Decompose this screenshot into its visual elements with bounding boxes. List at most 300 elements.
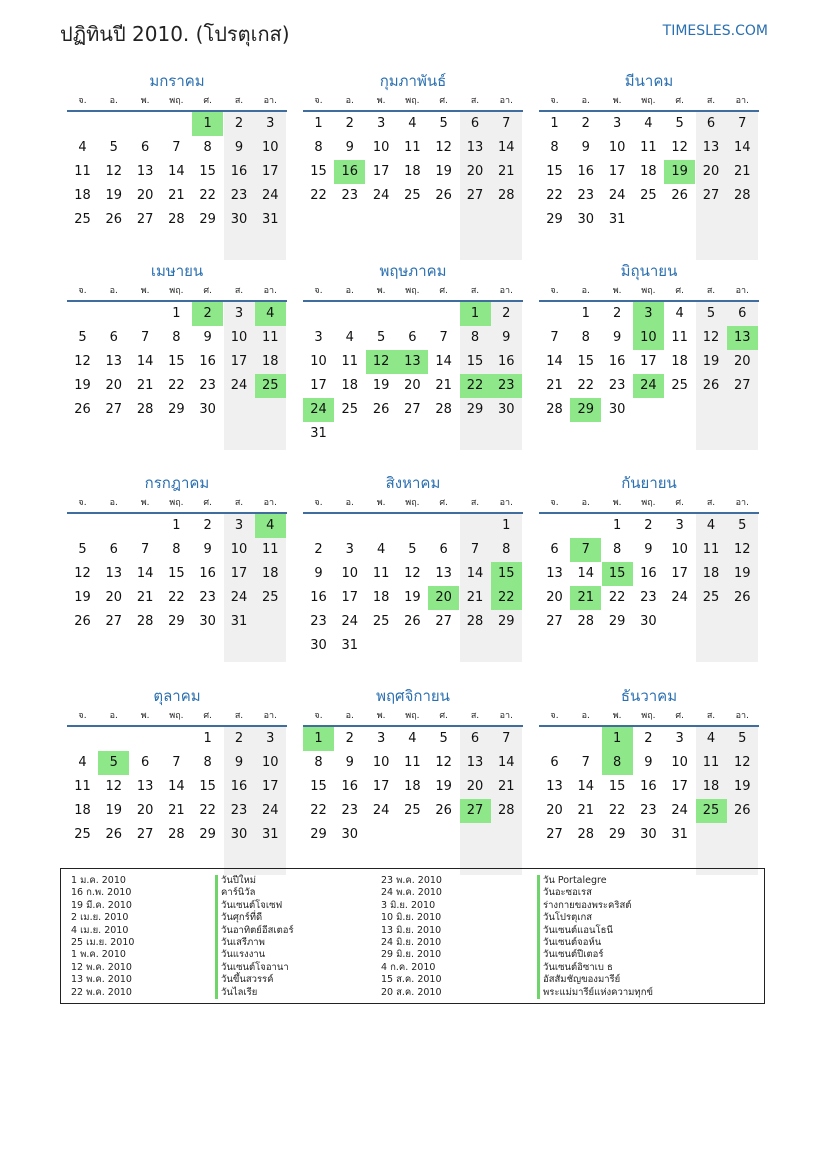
weekday-label: จ.: [550, 498, 559, 508]
day-cell: 21: [498, 164, 515, 179]
day-cell: 21: [466, 590, 484, 605]
day-cell: 21: [734, 164, 751, 179]
holiday-name: วันอะซอเรส: [537, 887, 653, 899]
day-cell: 18: [262, 566, 279, 581]
day-cell: 6: [140, 755, 150, 770]
day-cell: 1: [581, 306, 590, 321]
holiday-name: วันเซนต์จอห์น: [537, 937, 653, 949]
holiday-date: 24 มิ.ย. 2010: [381, 936, 442, 948]
day-cell: 2: [345, 731, 354, 746]
day-cell: 24: [230, 378, 248, 393]
day-cell: 17: [262, 779, 279, 794]
day-cell: 12: [435, 755, 452, 770]
day-cell: 4: [408, 116, 417, 131]
day-cell: 9: [612, 330, 622, 345]
day-cell: 3: [675, 731, 684, 746]
day-cell: 10: [230, 542, 248, 557]
day-cell: 23: [341, 188, 359, 203]
holiday-day-cell: 2: [192, 302, 223, 326]
day-cell: 7: [172, 140, 181, 155]
day-cell: 30: [498, 402, 515, 417]
day-cell: 28: [435, 402, 452, 417]
holiday-day-cell: 22: [491, 586, 522, 610]
day-cell: 12: [435, 140, 452, 155]
holiday-date: 23 พ.ค. 2010: [381, 875, 442, 886]
day-cell: 12: [105, 779, 123, 794]
day-cell: 16: [230, 779, 248, 794]
day-cell: 14: [466, 566, 484, 581]
day-cell: 15: [199, 779, 216, 794]
holiday-day-cell: 23: [491, 374, 522, 398]
day-cell: 14: [546, 354, 563, 369]
day-cell: 2: [612, 306, 622, 321]
holiday-name: อัสสัมชัญของมารีย์: [537, 974, 653, 986]
day-cell: 13: [546, 566, 563, 581]
day-cell: 10: [671, 542, 688, 557]
day-cell: 22: [608, 803, 626, 818]
day-cell: 27: [136, 827, 154, 842]
weekday-header: [539, 707, 759, 727]
weekday-label: อ.: [581, 286, 590, 296]
day-cell: 6: [140, 140, 150, 155]
day-cell: 19: [74, 378, 91, 393]
day-cell: 8: [470, 330, 480, 345]
day-cell: 16: [640, 566, 657, 581]
month-title: มีนาคม: [624, 72, 674, 90]
day-cell: 3: [345, 542, 354, 557]
day-cell: 23: [199, 378, 216, 393]
day-cell: 29: [608, 827, 626, 842]
day-cell: 1: [172, 518, 181, 533]
holiday-day-cell: 10: [633, 326, 664, 350]
day-cell: 16: [310, 590, 327, 605]
page-title: ปฏิทินปี 2010. (โปรตุเกส): [60, 22, 290, 46]
day-cell: 14: [435, 354, 452, 369]
day-cell: 28: [498, 803, 515, 818]
weekday-label: อา.: [735, 96, 749, 106]
month-title: กุมภาพันธ์: [379, 72, 447, 90]
holiday-name: วันเซนต์อิซาเบ ธ: [537, 962, 653, 974]
day-cell: 30: [577, 212, 595, 227]
day-cell: 4: [675, 306, 684, 321]
day-cell: 22: [199, 803, 216, 818]
weekday-label: ส.: [470, 96, 480, 106]
day-cell: 26: [74, 402, 91, 417]
day-cell: 13: [136, 164, 154, 179]
day-cell: 22: [577, 378, 595, 393]
holiday-name: วันเซนต์โจอานา: [215, 962, 294, 974]
day-cell: 8: [314, 755, 323, 770]
day-cell: 23: [577, 188, 595, 203]
weekday-label: จ.: [78, 286, 87, 296]
day-cell: 21: [168, 803, 185, 818]
weekday-label: พฤ.: [169, 711, 184, 721]
day-cell: 20: [546, 803, 563, 818]
holiday-name: วันขึ้นสวรรค์: [215, 974, 294, 986]
holiday-day-cell: 1: [460, 302, 491, 326]
weekday-header: [539, 282, 759, 302]
day-cell: 29: [168, 614, 185, 629]
holiday-day-cell: 13: [397, 350, 428, 374]
day-cell: 27: [404, 402, 421, 417]
holiday-day-cell: 20: [428, 586, 459, 610]
holiday-day-cell: 22: [460, 374, 491, 398]
day-cell: 20: [105, 378, 123, 393]
day-cell: 6: [109, 330, 118, 345]
day-cell: 23: [230, 803, 248, 818]
day-cell: 26: [105, 827, 123, 842]
day-cell: 11: [702, 755, 720, 770]
weekday-label: จ.: [550, 96, 559, 106]
holiday-name: พระแม่มารีย์แห่งความทุกข์: [537, 987, 653, 999]
day-cell: 15: [310, 779, 327, 794]
weekday-label: พฤ.: [641, 96, 656, 106]
holiday-name: วันปีใหม่: [215, 875, 294, 887]
day-cell: 15: [546, 164, 563, 179]
day-cell: 25: [74, 827, 91, 842]
month-2: [303, 70, 523, 260]
holiday-date: 15 ส.ค. 2010: [381, 974, 442, 986]
site-link[interactable]: TIMESLES.COM: [662, 23, 768, 39]
day-cell: 19: [105, 803, 123, 818]
day-cell: 16: [230, 164, 248, 179]
day-cell: 19: [404, 590, 421, 605]
day-cell: 24: [262, 803, 279, 818]
month-title: มิถุนายน: [620, 262, 678, 280]
day-cell: 4: [78, 140, 87, 155]
holiday-dates-col-2: [381, 875, 442, 999]
weekday-label: พฤ.: [641, 286, 656, 296]
day-cell: 18: [341, 378, 359, 393]
weekday-label: อา.: [499, 96, 513, 106]
day-cell: 9: [644, 755, 653, 770]
day-cell: 13: [105, 566, 123, 581]
weekday-header: [303, 707, 523, 727]
month-12: [539, 685, 759, 875]
day-cell: 30: [199, 614, 216, 629]
day-cell: 1: [203, 731, 212, 746]
day-cell: 10: [372, 140, 390, 155]
day-cell: 24: [262, 188, 279, 203]
month-10: [67, 685, 287, 875]
day-cell: 17: [341, 590, 359, 605]
day-cell: 8: [581, 330, 590, 345]
day-grid: [67, 727, 287, 875]
day-cell: 3: [675, 518, 684, 533]
weekday-label: ศ.: [203, 286, 212, 296]
day-grid: [67, 514, 287, 662]
weekday-label: อ.: [581, 96, 590, 106]
weekday-label: พฤ.: [169, 498, 184, 508]
holiday-date: 13 มิ.ย. 2010: [381, 924, 442, 936]
day-cell: 13: [546, 779, 563, 794]
day-cell: 6: [470, 116, 480, 131]
day-cell: 2: [644, 518, 653, 533]
day-cell: 26: [74, 614, 91, 629]
holiday-day-cell: 25: [255, 374, 286, 398]
day-cell: 11: [372, 566, 390, 581]
month-title: ธันวาคม: [620, 687, 678, 705]
day-cell: 4: [345, 330, 354, 345]
day-cell: 21: [577, 803, 595, 818]
day-cell: 24: [230, 590, 248, 605]
weekday-label: อา.: [499, 498, 513, 508]
weekday-label: ศ.: [675, 498, 684, 508]
day-cell: 31: [341, 638, 359, 653]
day-cell: 25: [671, 378, 688, 393]
weekday-label: ศ.: [203, 96, 212, 106]
day-cell: 3: [266, 731, 275, 746]
day-cell: 7: [550, 330, 559, 345]
weekday-label: อ.: [345, 286, 354, 296]
day-cell: 25: [262, 590, 279, 605]
day-cell: 17: [310, 378, 327, 393]
day-cell: 26: [734, 590, 751, 605]
day-cell: 15: [608, 779, 626, 794]
day-cell: 25: [74, 212, 91, 227]
month-1: [67, 70, 287, 260]
day-cell: 23: [310, 614, 327, 629]
day-cell: 6: [738, 306, 747, 321]
weekday-label: พ.: [376, 711, 386, 721]
day-cell: 26: [105, 212, 123, 227]
holiday-day-cell: 15: [491, 562, 522, 586]
holiday-date: 2 เม.ย. 2010: [71, 912, 129, 924]
weekday-label: อ.: [109, 498, 118, 508]
holiday-date: 25 เม.ย. 2010: [71, 936, 135, 948]
day-cell: 9: [203, 330, 212, 345]
day-cell: 1: [502, 518, 511, 533]
day-cell: 15: [199, 164, 216, 179]
day-cell: 22: [608, 590, 626, 605]
day-cell: 2: [203, 518, 212, 533]
holiday-date: 4 ก.ค. 2010: [381, 961, 436, 973]
day-cell: 3: [314, 330, 323, 345]
weekday-label: ส.: [234, 711, 244, 721]
day-grid: [67, 112, 287, 260]
weekday-label: อ.: [109, 711, 118, 721]
weekday-label: ศ.: [439, 286, 448, 296]
weekday-label: อา.: [499, 711, 513, 721]
weekday-label: อ.: [581, 498, 590, 508]
day-cell: 10: [671, 755, 688, 770]
day-cell: 25: [640, 188, 657, 203]
day-cell: 13: [136, 779, 154, 794]
day-cell: 10: [372, 755, 390, 770]
day-cell: 3: [266, 116, 275, 131]
day-cell: 29: [608, 614, 626, 629]
day-cell: 13: [702, 140, 720, 155]
weekday-label: อา.: [735, 498, 749, 508]
day-cell: 27: [136, 212, 154, 227]
day-cell: 11: [341, 354, 359, 369]
day-cell: 20: [404, 378, 421, 393]
day-cell: 19: [734, 779, 751, 794]
day-grid: [67, 302, 287, 450]
day-cell: 3: [376, 731, 386, 746]
weekday-label: ส.: [234, 286, 244, 296]
day-cell: 1: [314, 116, 323, 131]
weekday-label: พ.: [612, 711, 622, 721]
day-cell: 18: [640, 164, 657, 179]
holiday-day-cell: 7: [570, 538, 601, 562]
weekday-header: [303, 494, 523, 514]
day-cell: 5: [78, 542, 87, 557]
day-cell: 18: [404, 779, 421, 794]
day-cell: 1: [172, 306, 181, 321]
holiday-date: 3 มิ.ย. 2010: [381, 899, 436, 911]
day-cell: 26: [734, 803, 751, 818]
holiday-date: 29 มิ.ย. 2010: [381, 949, 442, 961]
day-cell: 23: [608, 378, 626, 393]
day-cell: 24: [341, 614, 359, 629]
day-cell: 26: [372, 402, 390, 417]
day-cell: 9: [314, 566, 323, 581]
day-cell: 2: [314, 542, 323, 557]
day-cell: 11: [404, 755, 421, 770]
weekday-label: จ.: [550, 286, 559, 296]
day-cell: 21: [546, 378, 563, 393]
weekday-label: พ.: [376, 498, 386, 508]
holiday-day-cell: 4: [255, 514, 286, 538]
day-cell: 27: [702, 188, 720, 203]
weekday-label: จ.: [314, 498, 323, 508]
weekday-label: ศ.: [439, 711, 448, 721]
holiday-date: 16 ก.พ. 2010: [71, 887, 132, 899]
day-cell: 11: [74, 164, 91, 179]
holiday-date: 12 พ.ค. 2010: [71, 961, 132, 973]
holiday-day-cell: 19: [664, 160, 695, 184]
day-cell: 12: [105, 164, 123, 179]
day-cell: 17: [230, 566, 248, 581]
day-cell: 23: [341, 803, 359, 818]
day-cell: 6: [470, 731, 480, 746]
day-cell: 7: [140, 330, 150, 345]
day-cell: 28: [546, 402, 563, 417]
day-cell: 2: [502, 306, 511, 321]
weekday-header: [67, 92, 287, 112]
day-cell: 30: [640, 614, 657, 629]
day-cell: 7: [439, 330, 448, 345]
day-cell: 9: [234, 140, 244, 155]
weekday-label: ศ.: [675, 286, 684, 296]
day-cell: 18: [262, 354, 279, 369]
day-cell: 19: [105, 188, 123, 203]
holiday-date: 24 พ.ค. 2010: [381, 887, 442, 899]
holiday-list: [60, 868, 765, 1004]
month-6: [539, 260, 759, 450]
day-cell: 9: [644, 542, 653, 557]
day-grid: [303, 302, 523, 450]
day-cell: 24: [671, 803, 688, 818]
day-cell: 28: [498, 188, 515, 203]
holiday-day-cell: 3: [633, 302, 664, 326]
holiday-name: วันแรงงาน: [215, 949, 294, 961]
day-cell: 31: [262, 212, 279, 227]
day-cell: 6: [550, 755, 559, 770]
day-cell: 18: [74, 803, 91, 818]
day-cell: 10: [262, 755, 279, 770]
day-cell: 31: [671, 827, 688, 842]
day-cell: 25: [702, 590, 720, 605]
day-cell: 14: [577, 779, 595, 794]
day-cell: 17: [640, 354, 657, 369]
day-cell: 14: [734, 140, 751, 155]
day-cell: 14: [168, 164, 185, 179]
day-cell: 31: [310, 426, 327, 441]
day-cell: 18: [372, 590, 390, 605]
day-cell: 11: [702, 542, 720, 557]
day-cell: 29: [199, 212, 216, 227]
day-cell: 5: [408, 542, 417, 557]
weekday-header: [67, 282, 287, 302]
month-4: [67, 260, 287, 450]
weekday-header: [67, 494, 287, 514]
day-cell: 21: [136, 590, 154, 605]
day-cell: 26: [671, 188, 688, 203]
holiday-name: วันเซนต์ปีเตอร์: [537, 949, 653, 961]
day-cell: 4: [706, 518, 716, 533]
day-cell: 24: [671, 590, 688, 605]
day-cell: 3: [376, 116, 386, 131]
weekday-label: พ.: [376, 286, 386, 296]
day-cell: 17: [230, 354, 248, 369]
day-cell: 19: [734, 566, 751, 581]
day-cell: 27: [435, 614, 452, 629]
holiday-day-cell: 27: [460, 799, 491, 823]
month-title: กรกฎาคม: [144, 474, 210, 492]
day-cell: 22: [199, 188, 216, 203]
day-cell: 27: [466, 188, 484, 203]
holiday-day-cell: 13: [727, 326, 758, 350]
day-cell: 5: [439, 116, 448, 131]
day-cell: 27: [734, 378, 751, 393]
day-cell: 6: [706, 116, 716, 131]
day-cell: 10: [608, 140, 626, 155]
day-cell: 4: [706, 731, 716, 746]
weekday-header: [303, 282, 523, 302]
weekday-label: พฤ.: [405, 96, 420, 106]
day-cell: 20: [466, 779, 484, 794]
day-cell: 28: [136, 402, 154, 417]
day-cell: 28: [577, 614, 595, 629]
day-cell: 8: [203, 755, 212, 770]
day-cell: 1: [612, 518, 622, 533]
weekday-label: พฤ.: [641, 711, 656, 721]
day-cell: 15: [577, 354, 595, 369]
day-cell: 9: [345, 140, 354, 155]
holiday-day-cell: 1: [602, 727, 633, 751]
day-cell: 15: [310, 164, 327, 179]
day-cell: 17: [262, 164, 279, 179]
day-cell: 8: [203, 140, 212, 155]
day-cell: 25: [404, 188, 421, 203]
day-cell: 5: [439, 731, 448, 746]
day-cell: 7: [738, 116, 747, 131]
day-cell: 21: [168, 188, 185, 203]
day-cell: 14: [498, 755, 515, 770]
holiday-date: 19 มี.ค. 2010: [71, 899, 132, 911]
day-cell: 23: [640, 590, 657, 605]
weekday-label: พ.: [140, 96, 150, 106]
weekday-label: อ.: [345, 498, 354, 508]
day-cell: 25: [404, 803, 421, 818]
weekday-label: พ.: [140, 498, 150, 508]
day-cell: 28: [136, 614, 154, 629]
day-cell: 15: [168, 566, 185, 581]
day-cell: 19: [435, 779, 452, 794]
holiday-day-cell: 16: [334, 160, 365, 184]
